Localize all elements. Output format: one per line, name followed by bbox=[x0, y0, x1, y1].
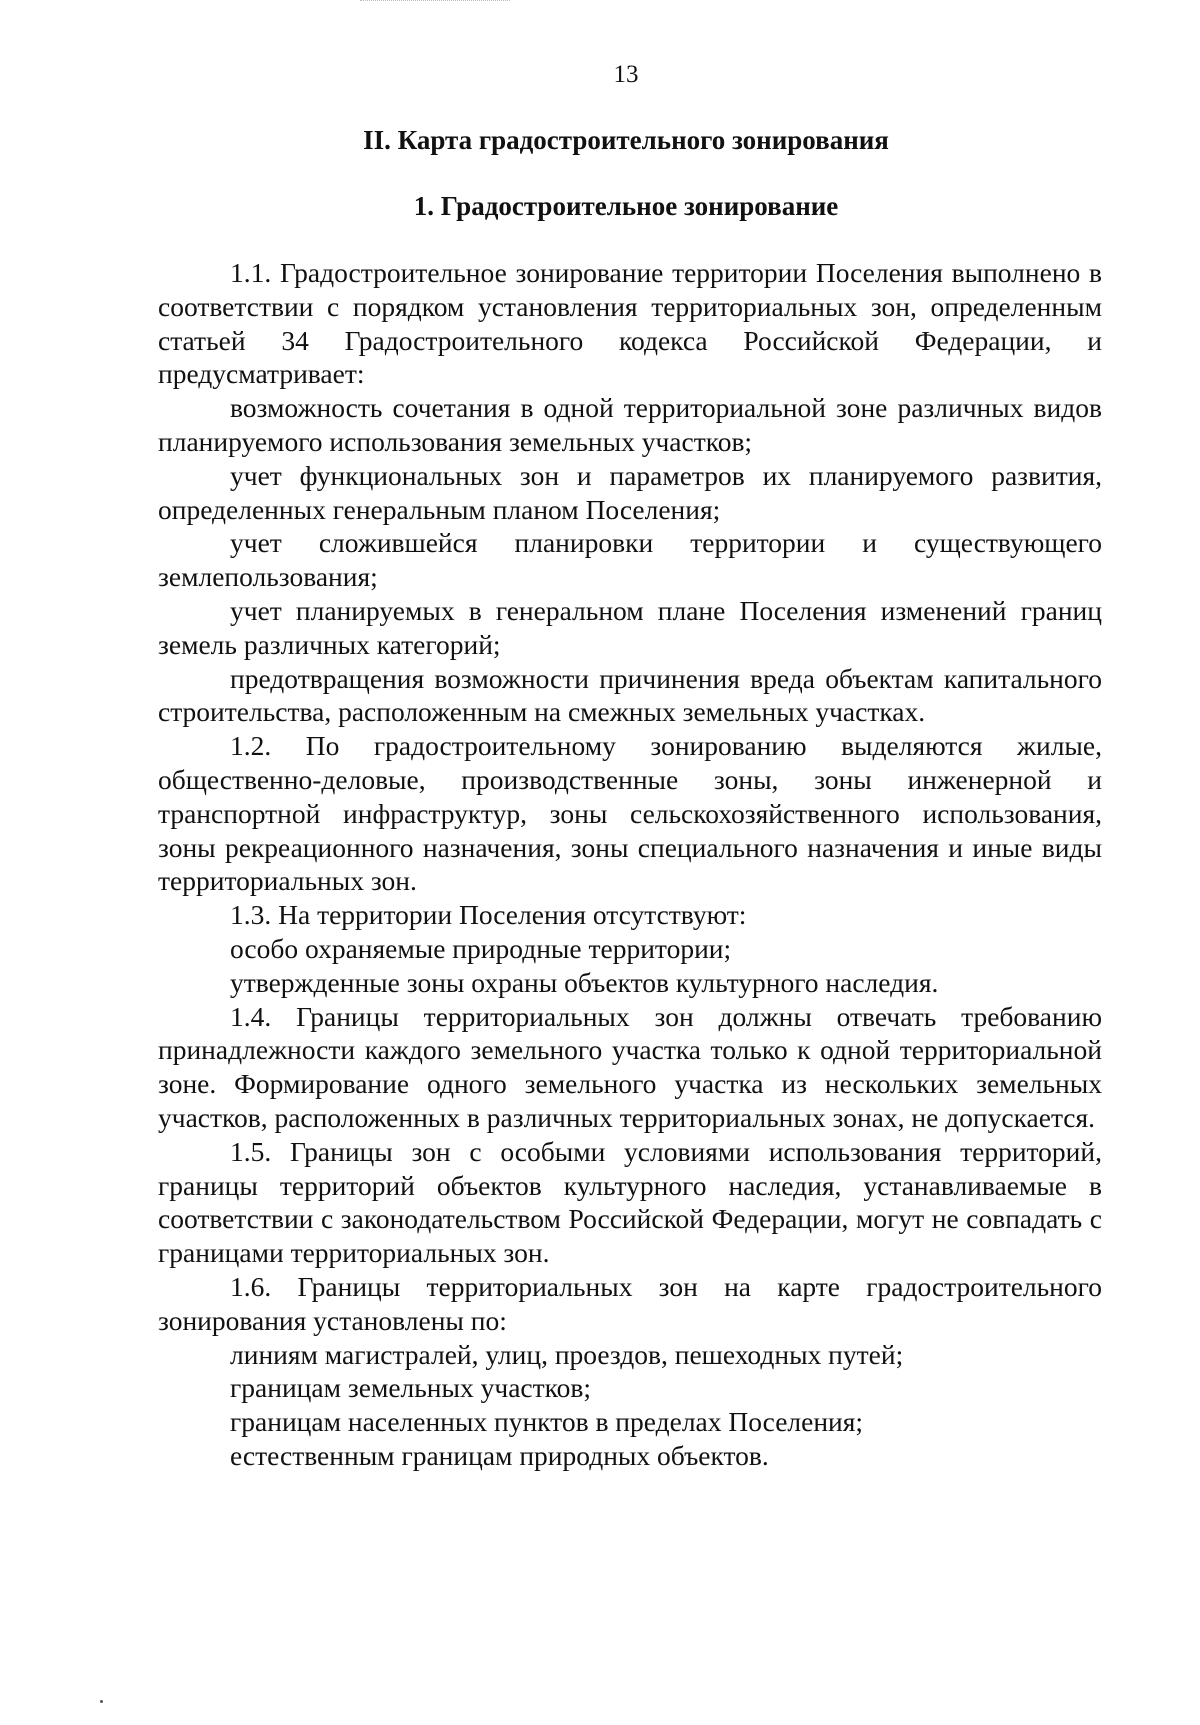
paragraph-1-6: 1.6. Границы территориальных зон на карте градостроительного зонирования установлены по: bbox=[158, 1270, 1102, 1336]
list-item-heritage-zones: утвержденные зоны охраны объектов культурного наследия. bbox=[230, 966, 939, 998]
paragraph-1-2: 1.2. По градостроительному зонированию выделяются жилые, общественно-деловые, производственные зоны, зоны инженерной и транспортной инфраструктур, зоны сельскохозяйственного использования, зоны рекреационного назначения, зоны специального назначения и иные виды территориальных зон. bbox=[158, 730, 1102, 897]
subsection-heading: 1. Градостроительное зонирование bbox=[413, 191, 839, 221]
list-item-existing-layout: учет сложившейся планировки территории и существующего землепользования; bbox=[158, 527, 1102, 593]
list-item-land-plots: границам земельных участков; bbox=[230, 1372, 591, 1404]
paragraph-1-3: 1.3. На территории Поселения отсутствуют: bbox=[230, 899, 747, 931]
list-item-damage-prevention: предотвращения возможности причинения вреда объектам капитального строительства, расположенным на смежных земельных участках. bbox=[158, 662, 1102, 728]
paragraph-1-4: 1.4. Границы территориальных зон должны отвечать требованию принадлежности каждого земельного участка только к одной территориальной зоне. Формирование одного земельного участка из нескольких земельных участков, расположенных в различных территориальных зонах, не допускается. bbox=[158, 1000, 1102, 1133]
list-item-functional-zones: учет функциональных зон и параметров их планируемого развития, определенных генеральным планом Поселения; bbox=[158, 459, 1102, 525]
section-heading: II. Карта градостроительного зонирования bbox=[363, 125, 889, 155]
list-item-protected-areas: особо охраняемые природные территории; bbox=[230, 932, 732, 964]
document-body bbox=[158, 256, 1102, 1473]
list-item-natural-objects: естественным границам природных объектов. bbox=[230, 1439, 769, 1471]
list-item-settlements: границам населенных пунктов в пределах Поселения; bbox=[230, 1406, 864, 1438]
scan-artifact-top bbox=[360, 0, 510, 5]
list-item-roads: линиям магистралей, улиц, проездов, пешеходных путей; bbox=[230, 1338, 904, 1370]
paragraph-1-5: 1.5. Границы зон с особыми условиями использования территорий, границы территорий объектов культурного наследия, устанавливаемые в соответствии с законодательством Российской Федерации, могут не совпадать с границами территориальных зон. bbox=[158, 1135, 1102, 1269]
scan-artifact-dot bbox=[100, 1700, 103, 1703]
page-number: 13 bbox=[613, 61, 639, 88]
paragraph-1-1: 1.1. Градостроительное зонирование территории Поселения выполнено в соответствии с порядком установления территориальных зон, определенным статьей 34 Градостроительного кодекса Российской Федерации, и предусматривает: bbox=[158, 257, 1102, 390]
list-item-combination: возможность сочетания в одной территориальной зоне различных видов планируемого использования земельных участков; bbox=[158, 392, 1102, 457]
list-item-land-categories: учет планируемых в генеральном плане Поселения изменений границ земель различных категорий; bbox=[158, 594, 1102, 660]
